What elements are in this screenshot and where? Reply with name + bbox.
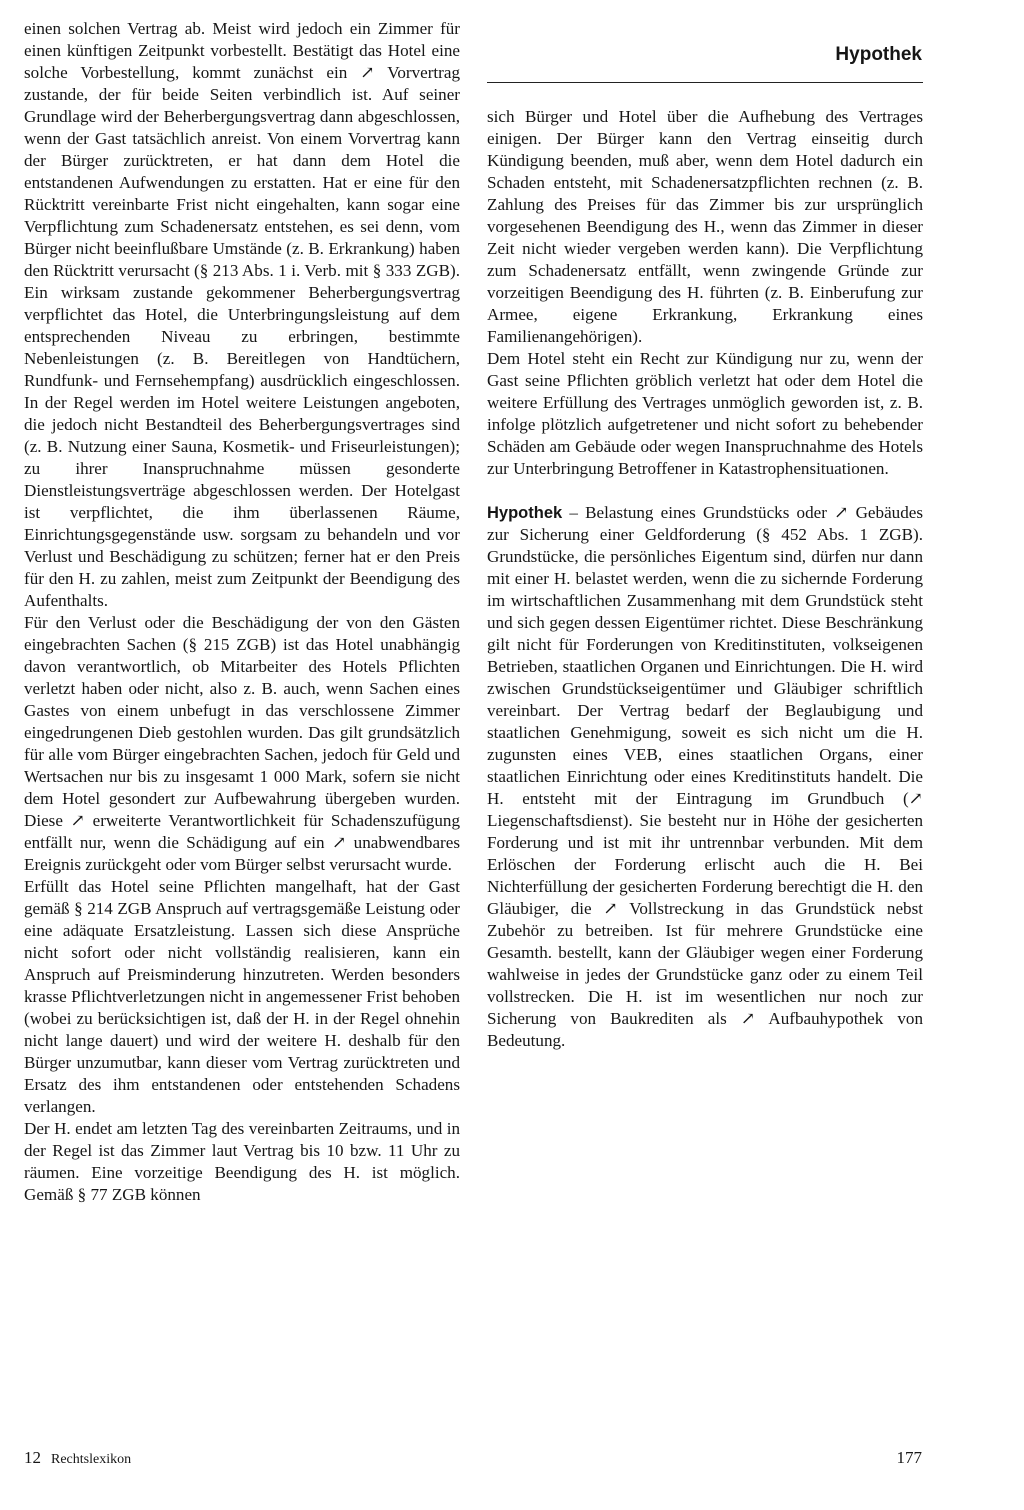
paragraph: einen solchen Vertrag ab. Meist wird jedoch ein Zimmer für einen künftigen Zeitpunkt vorbestellt. Bestätigt das Hotel eine solche Vorbestellung, kommt zunächst ein ↗ Vorvertrag zustande, der für beide Seiten verbindlich ist. Auf seiner Grundlage wird der Beherbergungsvertrag dann abgeschlossen, wenn der Gast tatsächlich anreist. Von einem Vorvertrag kann der Bürger zurücktreten, er hat dann dem Hotel die entstandenen Aufwendungen zu erstatten. Hat er eine für den Rücktritt vereinbarte Frist nicht eingehalten, kann sogar eine Verpflichtung zum Schadenersatz entstehen, es sei denn, vom Bürger nicht beeinflußbare Umstände (z. B. Erkrankung) haben den Rücktritt verursacht (§ 213 Abs. 1 i. Verb. mit § 333 ZGB). Ein wirksam zustande gekommener Beherbergungsvertrag verpflichtet das Hotel, die Unterbringungsleistung auf dem entsprechenden Niveau zu erbringen, bestimmte Nebenleistungen (z. B. Bereitlegen von Handtüchern, Rundfunk- und Fernsehempfang) ausdrücklich eingeschlossen. In der Regel werden im Hotel weitere Leistungen angeboten, die jedoch nicht Bestandteil des Beherbergungsvertrages sind (z. B. Nutzung einer Sauna, Kosmetik- und Friseurleistungen); zu ihrer Inanspruchnahme müssen gesonderte Dienstleistungsverträge abgeschlossen werden. Der Hotelgast ist verpflichtet, die ihm überlassenen Räume, Einrichtungsgegenstände usw. sorgsam zu behandeln und vor Verlust und Beschädigung zu schützen; ferner hat er den Preis für den H. zu zahlen, meist zum Zeitpunkt der Beendigung des Aufenthalts.: [24, 19, 460, 610]
footer-signature: [24, 1448, 131, 1468]
right-column: [487, 106, 923, 1052]
running-head: Hypothek: [835, 44, 922, 65]
entry-text: – Belastung eines Grundstücks oder ↗ Gebäudes zur Sicherung einer Geldforderung (§ 452 Abs. 1 ZGB). Grundstücke, die persönliches Eigentum sind, dürfen nur dann mit einer H. belastet werden, wenn die zu sichernde Forderung im wirtschaftlichen Zusammenhang mit dem Grundstück steht und sich gegen dessen Eigentümer richtet. Diese Beschränkung gilt nicht für Forderungen von Kreditinstituten, volkseigenen Betrieben, staatlichen Organen und Einrichtungen. Die H. wird zwischen Grundstückseigentümer und Gläubiger schriftlich vereinbart. Der Vertrag bedarf der Beglaubigung und staatlichen Genehmigung, soweit es sich nicht um die H. zugunsten eines VEB, eines staatlichen Organs, einer staatlichen Einrichtung oder eines Kreditinstituts handelt. Die H. entsteht mit der Eintragung im Grundbuch (↗ Liegenschaftsdienst). Sie besteht nur in Höhe der gesicherten Forderung und ist mit ihr untrennbar verbunden. Mit dem Erlöschen der Forderung erlischt auch die H. Bei Nichterfüllung der gesicherten Forderung berechtigt die H. den Gläubiger, die ↗ Vollstreckung in das Grundstück nebst Zubehör zu betreiben. Ist für mehrere Grundstücke eine Gesamth. bestellt, kann der Gläubiger wegen einer Forderung wahlweise in jedes der Grundstücke ganz oder zu einem Teil vollstrecken. Die H. ist im wesentlichen nur noch zur Sicherung von Baukrediten als ↗ Aufbauhypothek von Bedeutung.: [487, 503, 923, 1050]
entry-headword: Hypothek: [487, 504, 563, 522]
paragraph: Der H. endet am letzten Tag des vereinbarten Zeitraums, und in der Regel ist das Zimmer laut Vertrag bis 10 bzw. 11 Uhr zu räumen. Eine vorzeitige Beendigung des H. ist möglich. Gemäß § 77 ZGB können: [24, 1119, 460, 1204]
paragraph: Erfüllt das Hotel seine Pflichten mangelhaft, hat der Gast gemäß § 214 ZGB Anspruch auf vertragsgemäße Leistung oder eine adäquate Ersatzleistung. Lassen sich diese Ansprüche nicht sofort oder nicht vollständig realisieren, kann ein Anspruch auf Preisminderung hinzutreten. Werden besonders krasse Pflichtverletzungen nicht in angemessener Frist behoben (wobei zu berücksichtigen ist, daß der H. in der Regel ohnehin nicht lange dauert) und wird der weitere H. deshalb für den Bürger unzumutbar, kann dieser vom Vertrag zurücktreten und Ersatz des ihm entstandenen oder entstehenden Schadens verlangen.: [24, 877, 460, 1116]
paragraph: Für den Verlust oder die Beschädigung der von den Gästen eingebrachten Sachen (§ 215 ZGB) ist das Hotel unabhängig davon verantwortlich, ob Mitarbeiter des Hotels Pflichten verletzt haben oder nicht, also z. B. auch, wenn Sachen eines Gastes von einem unbefugt in das verschlossene Zimmer eingedrungenen Dieb gestohlen wurden. Das gilt grundsätzlich für alle vom Bürger eingebrachten Sachen, jedoch für Geld und Wertsachen nur bis zu insgesamt 1 000 Mark, sofern sie nicht dem Hotel gesondert zur Aufbewahrung übergeben wurden. Diese ↗ erweiterte Verantwortlichkeit für Schadenszufügung entfällt nur, wenn die Schädigung auf ein ↗ unabwendbares Ereignis zurückgeht oder vom Bürger selbst verursacht wurde.: [24, 613, 460, 874]
signature-number: 12: [24, 1448, 41, 1467]
header-rule: [487, 82, 923, 83]
signature-label: Rechtslexikon: [51, 1452, 132, 1467]
page-number: 177: [896, 1448, 922, 1467]
dictionary-entry: [487, 502, 923, 1052]
left-column: [24, 18, 460, 1206]
paragraph: sich Bürger und Hotel über die Aufhebung des Vertrages einigen. Der Bürger kann den Vertrag einseitig durch Kündigung beenden, muß aber, wenn dem Hotel dadurch ein Schaden entsteht, mit Schadenersatzpflichten rechnen (z. B. Zahlung des Preises für das Zimmer bis zur ursprünglich vorgesehenen Beendigung des H., wenn das Zimmer in dieser Zeit nicht wieder vergeben werden kann). Die Verpflichtung zum Schadenersatz entfällt, wenn zwingende Gründe zur vorzeitigen Beendigung des H. führten (z. B. Einberufung zur Armee, eigene Erkrankung, Erkrankung eines Familienangehörigen).: [487, 107, 923, 346]
paragraph: Dem Hotel steht ein Recht zur Kündigung nur zu, wenn der Gast seine Pflichten gröblich verletzt hat oder dem Hotel die weitere Erfüllung des Vertrages unmöglich geworden ist, z. B. infolge plötzlich aufgetretener und nicht sofort zu behebender Schäden am Gebäude oder wegen Inanspruchnahme des Hotels zur Unterbringung Betroffener in Katastrophensituationen.: [487, 349, 923, 478]
